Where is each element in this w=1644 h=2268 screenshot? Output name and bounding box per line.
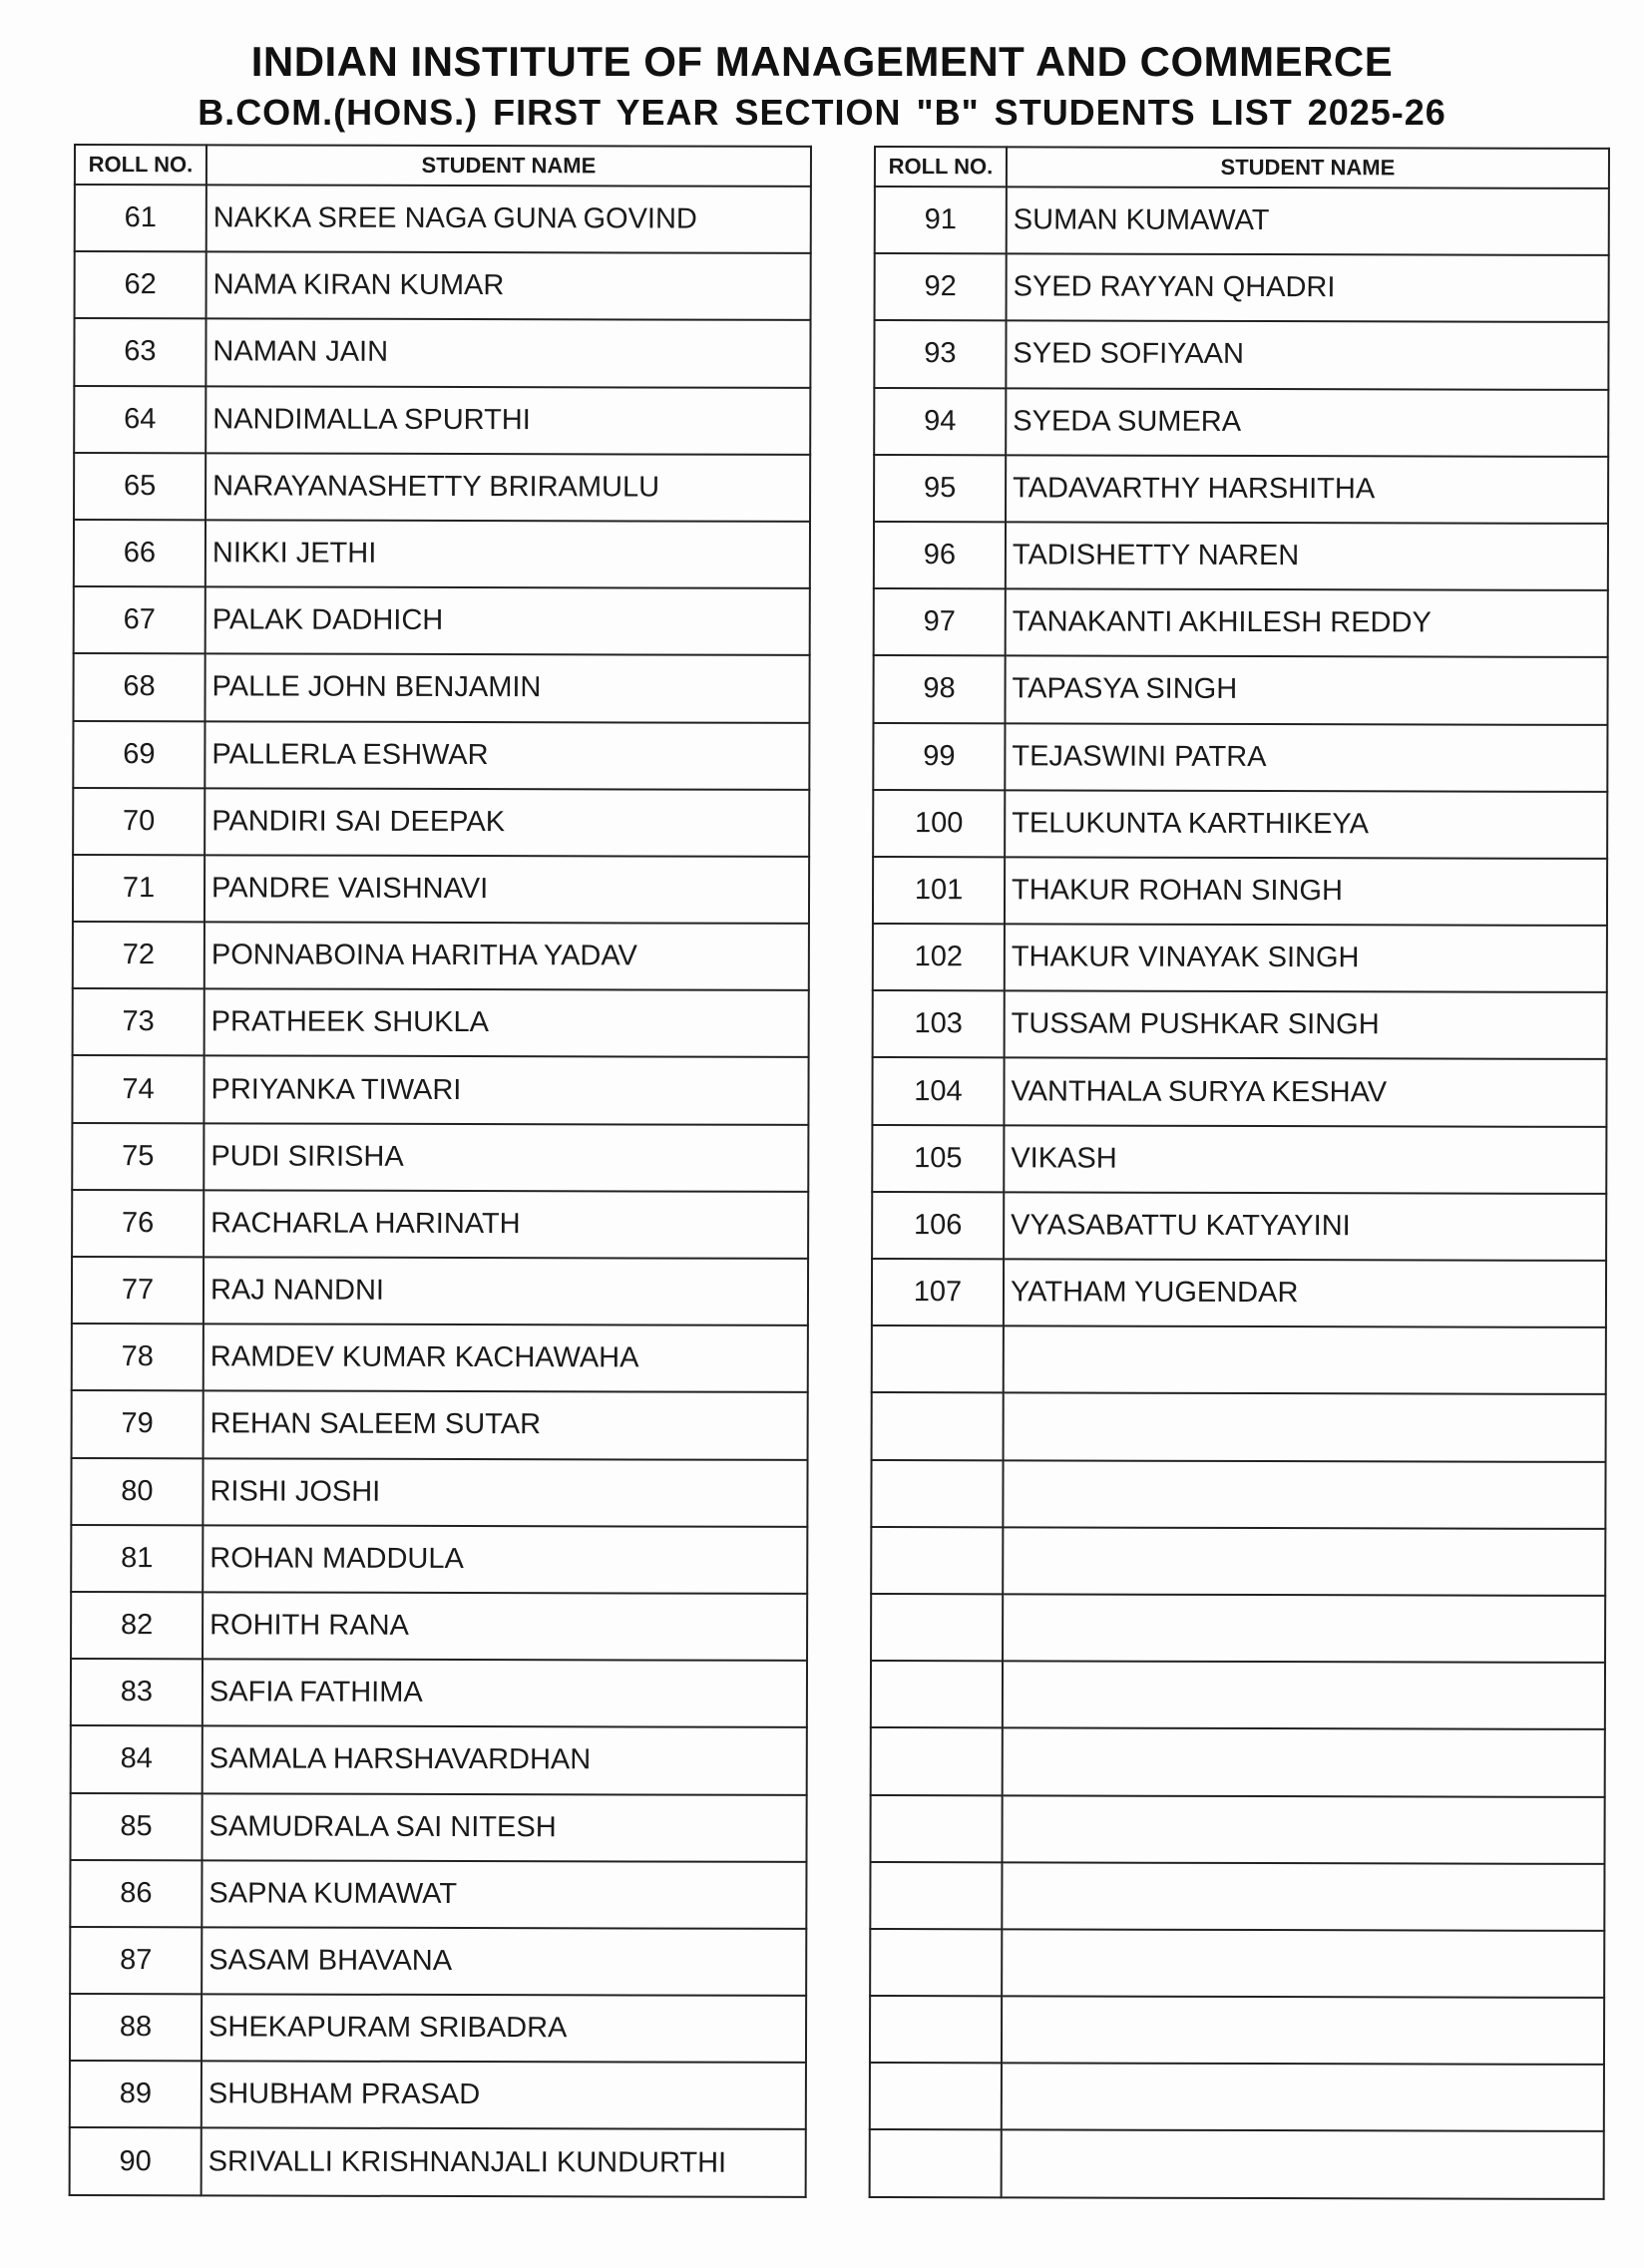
roll-number-cell <box>871 1594 1003 1662</box>
table-row <box>872 1325 1606 1394</box>
student-name-cell: SYEDA SUMERA <box>1006 388 1608 457</box>
table-row <box>71 1592 807 1661</box>
table-row <box>70 2127 806 2196</box>
student-name-cell: NAMAN JAIN <box>206 319 810 388</box>
student-name-cell <box>1003 1527 1605 1596</box>
student-name-header: STUDENT NAME <box>206 145 811 187</box>
table-row <box>871 1594 1605 1663</box>
roll-number-cell: 76 <box>72 1190 204 1258</box>
roll-number-cell: 91 <box>875 187 1007 254</box>
roll-number-cell <box>870 1794 1002 1862</box>
student-name-cell: PUDI SIRISHA <box>204 1123 808 1192</box>
roll-no-header: ROLL NO. <box>875 147 1007 187</box>
roll-number-cell: 92 <box>875 253 1007 321</box>
roll-no-header: ROLL NO. <box>75 145 206 185</box>
student-name-cell: PANDRE VAISHNAVI <box>205 855 809 924</box>
table-row <box>870 1929 1604 1998</box>
roll-number-cell: 83 <box>71 1659 203 1726</box>
roll-number-cell <box>870 1862 1002 1930</box>
student-name-cell: SHEKAPURAM SRIBADRA <box>202 1994 806 2063</box>
student-name-cell: RISHI JOSHI <box>203 1458 807 1527</box>
roll-number-cell: 99 <box>873 723 1005 791</box>
table-row <box>70 2061 806 2129</box>
table-row <box>874 388 1608 457</box>
table-row <box>74 386 810 455</box>
student-name-cell: PRATHEEK SHUKLA <box>205 989 809 1058</box>
table-row <box>70 1792 806 1861</box>
table-row <box>73 922 809 990</box>
table-row <box>870 1996 1604 2065</box>
student-name-cell <box>1003 1728 1605 1797</box>
table-row <box>71 1525 807 1594</box>
table-row <box>870 2063 1604 2131</box>
student-name-cell: NAKKA SREE NAGA GUNA GOVIND <box>206 185 811 253</box>
table-row <box>73 788 809 857</box>
roll-number-cell: 87 <box>70 1927 202 1995</box>
student-name-cell: SUMAN KUMAWAT <box>1007 187 1609 255</box>
table-row <box>871 1460 1605 1529</box>
roll-number-cell: 86 <box>70 1860 202 1928</box>
roll-number-cell: 90 <box>70 2127 202 2195</box>
table-row <box>75 251 811 320</box>
table-row <box>872 1125 1606 1194</box>
table-row <box>873 723 1607 792</box>
student-name-cell: SHUBHAM PRASAD <box>202 2062 806 2130</box>
roll-number-cell: 85 <box>70 1792 202 1860</box>
student-name-cell: SAPNA KUMAWAT <box>202 1860 806 1929</box>
table-row <box>75 185 811 253</box>
roll-number-cell: 63 <box>74 318 206 386</box>
student-name-cell: SAMALA HARSHAVARDHAN <box>203 1726 807 1795</box>
roll-number-cell <box>871 1661 1003 1728</box>
student-name-cell: PALLE JOHN BENJAMIN <box>205 654 809 723</box>
table-row <box>870 2129 1604 2198</box>
student-name-cell: VIKASH <box>1004 1125 1606 1194</box>
roll-number-cell <box>872 1325 1004 1393</box>
student-name-cell: PALLERLA ESHWAR <box>205 721 809 790</box>
table-row <box>874 588 1608 657</box>
roll-number-cell: 89 <box>70 2061 202 2128</box>
table-row <box>74 318 810 387</box>
student-name-cell: SYED SOFIYAAN <box>1006 321 1608 390</box>
table-row <box>872 1259 1606 1327</box>
table-row <box>875 253 1609 322</box>
student-name-cell: SAMUDRALA SAI NITESH <box>202 1793 806 1862</box>
student-name-cell: NANDIMALLA SPURTHI <box>206 386 810 455</box>
table-row <box>871 1661 1605 1729</box>
roll-number-cell <box>871 1460 1003 1528</box>
roll-number-cell <box>871 1727 1003 1795</box>
roll-number-cell: 102 <box>873 924 1005 991</box>
roll-number-cell: 96 <box>874 522 1006 589</box>
institute-title: INDIAN INSTITUTE OF MANAGEMENT AND COMMERCE <box>250 38 1394 85</box>
student-name-cell: ROHAN MADDULA <box>203 1525 807 1594</box>
table-row <box>872 1192 1606 1261</box>
student-rows-right <box>870 187 1609 2199</box>
student-table-right <box>869 146 1610 2200</box>
roll-number-cell: 105 <box>872 1125 1004 1193</box>
table-row <box>74 586 810 655</box>
student-name-cell <box>1002 2130 1604 2199</box>
table-row <box>74 453 810 522</box>
table-row <box>873 924 1607 992</box>
roll-number-cell <box>871 1527 1003 1595</box>
roll-number-cell: 93 <box>874 320 1006 388</box>
roll-number-cell: 66 <box>74 520 206 587</box>
table-row <box>870 1794 1604 1863</box>
table-row <box>73 653 809 722</box>
student-name-cell: YATHAM YUGENDAR <box>1004 1259 1606 1327</box>
roll-number-cell: 62 <box>75 251 206 319</box>
student-name-cell <box>1003 1661 1605 1729</box>
table-row <box>873 990 1607 1059</box>
table-row <box>70 1994 806 2063</box>
roll-number-cell: 61 <box>75 185 206 252</box>
roll-number-cell: 64 <box>74 386 206 454</box>
table-row <box>71 1458 807 1527</box>
roll-number-cell: 71 <box>73 855 205 923</box>
table-row <box>874 455 1608 524</box>
roll-number-cell: 101 <box>873 857 1005 925</box>
student-name-cell: PRIYANKA TIWARI <box>204 1056 808 1125</box>
student-name-cell: SRIVALLI KRISHNANJALI KUNDURTHI <box>202 2128 806 2197</box>
roll-number-cell: 97 <box>874 588 1006 656</box>
table-row <box>73 988 809 1057</box>
roll-number-cell <box>870 2129 1002 2197</box>
roll-number-cell: 106 <box>872 1192 1004 1260</box>
student-rows-left <box>70 185 811 2197</box>
roll-number-cell: 65 <box>74 453 206 521</box>
table-row <box>72 1055 808 1124</box>
roll-number-cell: 72 <box>73 922 205 989</box>
roll-number-cell: 81 <box>71 1525 203 1593</box>
student-name-cell: TELUKUNTA KARTHIKEYA <box>1005 790 1607 859</box>
table-row <box>871 1527 1605 1596</box>
student-name-cell <box>1004 1393 1606 1462</box>
student-name-cell: VANTHALA SURYA KESHAV <box>1004 1058 1606 1127</box>
roll-number-cell: 78 <box>72 1323 204 1391</box>
roll-number-cell: 68 <box>73 653 205 721</box>
roll-number-cell: 73 <box>73 988 205 1056</box>
student-name-cell <box>1002 1862 1604 1931</box>
table-row <box>874 320 1608 389</box>
roll-number-cell: 103 <box>873 990 1005 1058</box>
table-row <box>874 522 1608 590</box>
student-name-cell: PONNABOINA HARITHA YADAV <box>205 922 809 990</box>
roll-number-cell: 82 <box>71 1592 203 1660</box>
roll-number-cell: 74 <box>72 1055 204 1123</box>
student-name-cell: THAKUR ROHAN SINGH <box>1005 857 1607 926</box>
table-row <box>72 1123 808 1192</box>
student-name-cell: SASAM BHAVANA <box>202 1927 806 1996</box>
roll-number-cell: 77 <box>72 1257 204 1324</box>
student-name-cell: SYED RAYYAN QHADRI <box>1007 254 1609 323</box>
student-name-cell <box>1002 2064 1604 2132</box>
roll-number-cell: 80 <box>71 1458 203 1526</box>
student-name-cell: THAKUR VINAYAK SINGH <box>1005 924 1607 992</box>
table-row <box>70 1927 806 1996</box>
table-row <box>73 855 809 924</box>
student-name-cell: TADAVARTHY HARSHITHA <box>1006 455 1608 524</box>
table-row <box>73 721 809 790</box>
student-name-cell <box>1002 1996 1604 2065</box>
roll-number-cell <box>870 1929 1002 1997</box>
student-name-cell: SAFIA FATHIMA <box>203 1659 807 1727</box>
roll-number-cell <box>870 2063 1002 2130</box>
student-name-cell <box>1002 1795 1604 1864</box>
roll-number-cell <box>872 1392 1004 1460</box>
student-name-cell: TEJASWINI PATRA <box>1005 723 1607 792</box>
table-row <box>72 1257 808 1325</box>
list-subtitle: B.COM.(HONS.) FIRST YEAR SECTION "B" STUDENTS LIST 2025-26 <box>198 92 1446 133</box>
student-name-cell: TADISHETTY NAREN <box>1006 522 1608 590</box>
roll-number-cell: 94 <box>874 388 1006 456</box>
student-name-cell: PANDIRI SAI DEEPAK <box>205 788 809 857</box>
student-name-cell: RACHARLA HARINATH <box>204 1190 808 1259</box>
table-row <box>873 857 1607 926</box>
student-name-cell: NIKKI JETHI <box>206 520 810 588</box>
table-row <box>71 1725 807 1794</box>
table-row <box>72 1323 808 1392</box>
student-name-cell: ROHITH RANA <box>203 1592 807 1661</box>
roll-number-cell: 84 <box>71 1725 203 1793</box>
table-row <box>70 1860 806 1929</box>
student-name-cell <box>1003 1594 1605 1663</box>
table-row <box>872 1057 1606 1126</box>
table-header-row <box>75 145 811 187</box>
student-name-cell <box>1004 1326 1606 1395</box>
table-row <box>870 1862 1604 1931</box>
roll-number-cell: 100 <box>873 790 1005 858</box>
table-row <box>72 1390 808 1459</box>
roll-number-cell: 88 <box>70 1994 202 2062</box>
roll-number-cell: 75 <box>72 1123 204 1191</box>
student-name-cell <box>1003 1460 1605 1529</box>
roll-number-cell <box>870 1996 1002 2064</box>
student-name-cell: VYASABATTU KATYAYINI <box>1004 1192 1606 1261</box>
table-row <box>871 1727 1605 1796</box>
table-row <box>74 520 810 588</box>
roll-number-cell: 69 <box>73 721 205 789</box>
student-name-cell: RAJ NANDNI <box>204 1257 808 1325</box>
roll-number-cell: 98 <box>873 655 1005 723</box>
roll-number-cell: 104 <box>872 1057 1004 1125</box>
student-name-cell: TANAKANTI AKHILESH REDDY <box>1006 588 1608 657</box>
student-name-cell: RAMDEV KUMAR KACHAWAHA <box>204 1324 808 1393</box>
student-name-cell: PALAK DADHICH <box>206 586 810 655</box>
student-name-cell: NARAYANASHETTY BRIRAMULU <box>206 453 810 522</box>
student-name-cell: NAMA KIRAN KUMAR <box>206 252 811 321</box>
student-name-cell <box>1002 1929 1604 1998</box>
student-name-cell: TUSSAM PUSHKAR SINGH <box>1005 991 1607 1060</box>
table-row <box>72 1190 808 1259</box>
table-row <box>875 187 1609 255</box>
roll-number-cell: 107 <box>872 1259 1004 1326</box>
student-name-cell: TAPASYA SINGH <box>1005 656 1607 725</box>
roll-number-cell: 70 <box>73 788 205 856</box>
table-row <box>873 790 1607 859</box>
table-row <box>71 1659 807 1727</box>
table-header-row <box>875 147 1609 189</box>
roll-number-cell: 67 <box>74 586 206 654</box>
roll-number-cell: 95 <box>874 455 1006 523</box>
table-row <box>872 1392 1606 1461</box>
roll-number-cell: 79 <box>72 1390 204 1458</box>
student-name-cell: REHAN SALEEM SUTAR <box>204 1391 808 1460</box>
student-table-left <box>69 144 812 2198</box>
table-row <box>873 655 1607 724</box>
student-name-header: STUDENT NAME <box>1007 147 1609 189</box>
